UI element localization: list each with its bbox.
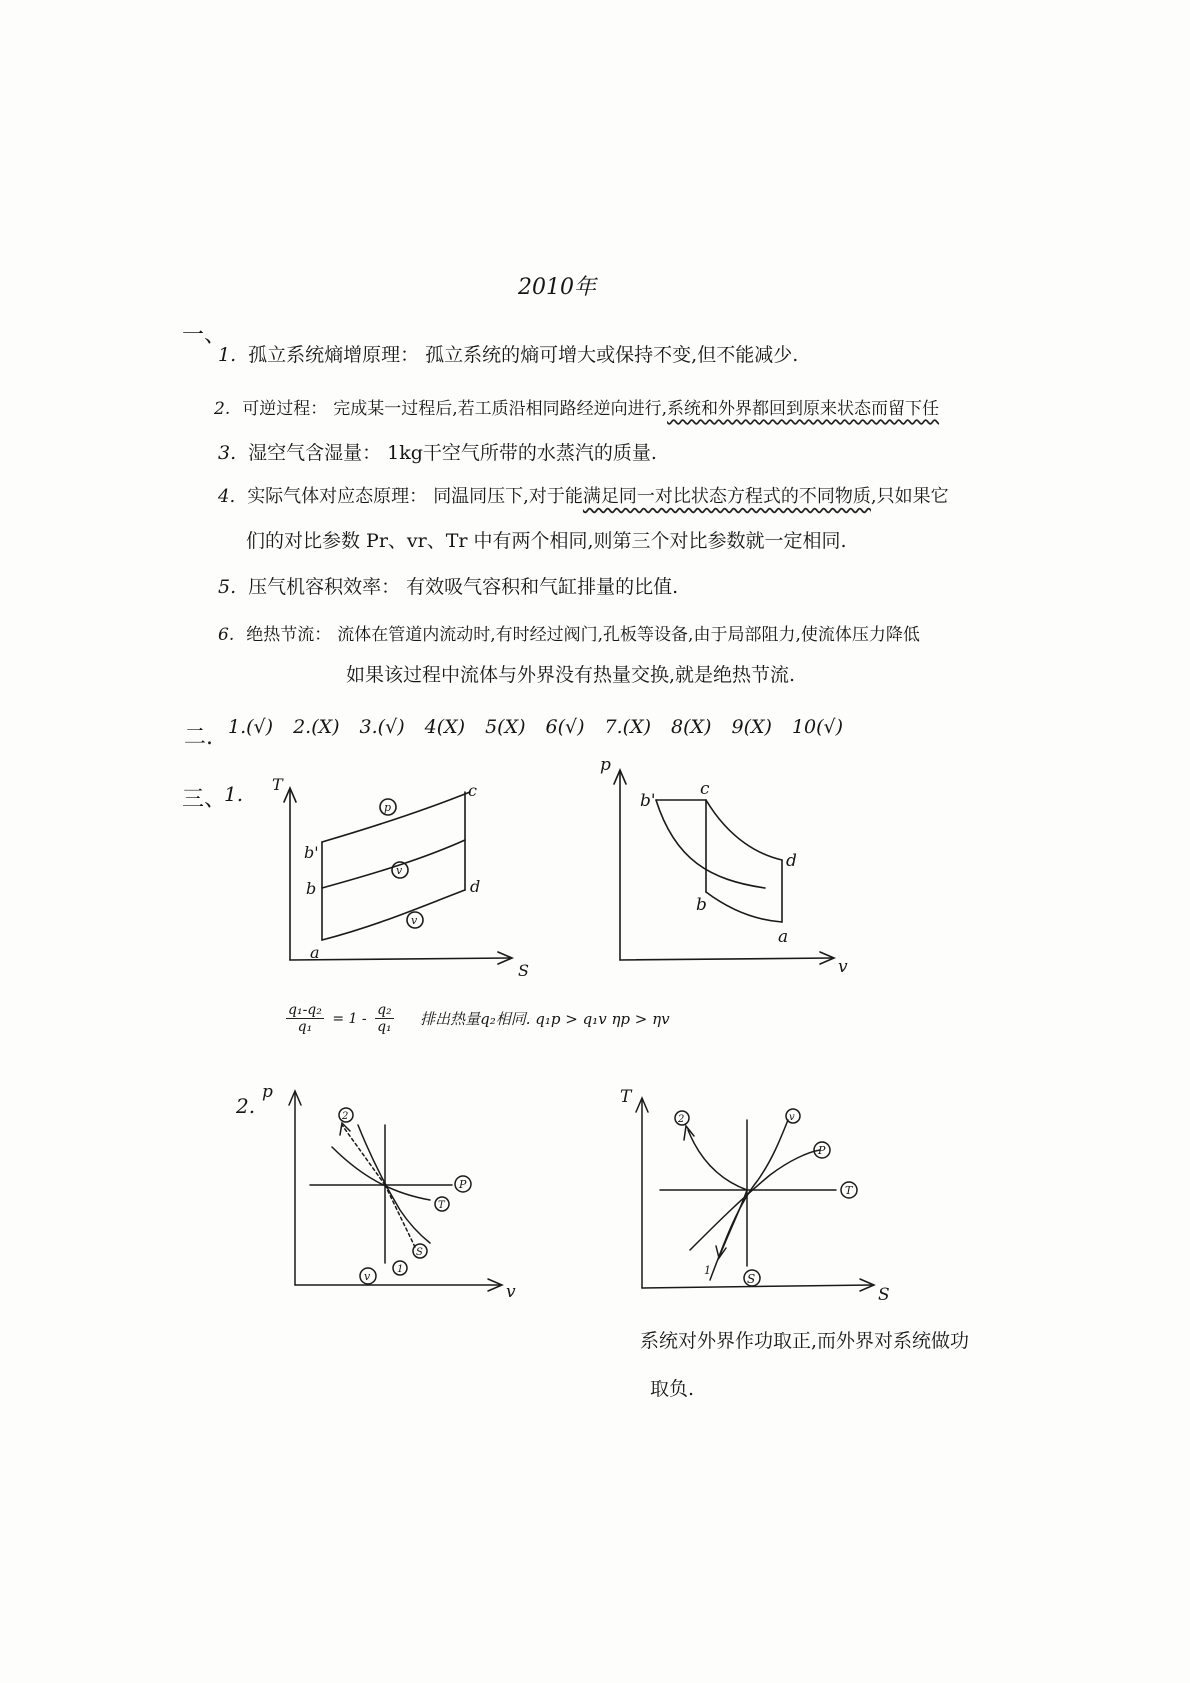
marker-v: v (789, 1112, 795, 1123)
isochore-lower (322, 890, 465, 940)
ts-diagram-q2 (620, 1080, 890, 1305)
marker-v: v (364, 1270, 371, 1283)
answer: 9(X) (731, 716, 772, 738)
marker-2: 2 (678, 1114, 685, 1125)
term: 压气机容积效率： (248, 576, 401, 598)
pv-diagram-q2 (262, 1082, 530, 1305)
point-label-c: c (468, 781, 477, 800)
point-label-d: d (470, 877, 481, 896)
v-axis (620, 958, 832, 960)
answer: 4(X) (424, 716, 466, 738)
point-label-b-prime: b' (640, 791, 656, 811)
isotherm (332, 1147, 430, 1200)
answer: 10(√) (791, 716, 844, 738)
marker-v: v (411, 914, 418, 927)
term: 实际气体对应态原理： (247, 486, 428, 507)
conclusion-line-2: 取负. (650, 1378, 695, 1400)
isochore-bc (322, 840, 465, 888)
answer: 5(X) (485, 716, 526, 738)
item-number: 1. (218, 344, 237, 366)
definition-text: 1kg干空气所带的水蒸汽的质量. (387, 442, 657, 464)
curve-bprime-d (656, 800, 765, 888)
marker-s: S (416, 1247, 423, 1258)
item-number: 4. (218, 486, 236, 507)
marker-v: v (396, 864, 403, 877)
question-2-label: 2. (236, 1094, 256, 1118)
definition-text: 完成某一过程后,若工质沿相同路经逆向进行, (333, 399, 668, 419)
pv-diagram-q1 (600, 755, 860, 980)
definition-text: ,只如果它 (870, 486, 949, 507)
point-label-a: a (778, 927, 789, 947)
term: 绝热节流： (246, 625, 332, 645)
t-axis-label: T (272, 775, 283, 794)
denominator: q₁ (377, 1019, 392, 1035)
isentrope (358, 1125, 430, 1243)
definition-6-continued: 如果该过程中流体与外界没有热量交换,就是绝热节流. (346, 664, 796, 686)
s-axis-label: S (878, 1285, 890, 1305)
v-axis-label: v (506, 1282, 516, 1302)
true-false-answers (228, 716, 863, 738)
conclusion-line-1: 系统对外界作功取正,而外界对系统做功 (640, 1330, 970, 1352)
equals-one-minus: = 1 - (332, 1010, 367, 1027)
p-axis-label: p (262, 1082, 273, 1102)
point-label-a: a (310, 943, 320, 962)
point-label-b: b (696, 895, 707, 915)
v-axis-label: v (838, 957, 848, 977)
s-axis-label: S (518, 961, 529, 980)
answer: 7.(X) (604, 716, 652, 738)
numerator: q₂ (377, 1002, 392, 1018)
definition-text: 孤立系统的熵可增大或保持不变,但不能减少. (425, 344, 799, 366)
process-1 (720, 1190, 747, 1255)
item-number: 6. (218, 625, 235, 645)
term: 湿空气含湿量： (248, 442, 382, 464)
item-number: 2. (214, 399, 231, 419)
definition-text: 同温同压下,对于能 (433, 486, 583, 507)
definition-1 (218, 340, 798, 367)
formula-comment: 排出热量q₂相同. q₁p > q₁v ηp > ηv (420, 1010, 670, 1028)
point-label-b-prime: b' (304, 843, 319, 862)
marker-2: 2 (342, 1111, 349, 1122)
answer: 3.(√) (359, 716, 405, 738)
t-axis-label: T (620, 1087, 632, 1107)
process-2 (688, 1130, 747, 1190)
marker-p: P (818, 1144, 826, 1157)
isochore-upper (322, 792, 470, 842)
s-axis (290, 958, 510, 960)
page-title: 2010年 (518, 275, 596, 300)
marker-s: S (747, 1272, 756, 1286)
numerator: q₁-q₂ (288, 1002, 322, 1018)
p-axis-label: p (600, 755, 611, 775)
item-number: 5. (218, 576, 237, 598)
term: 孤立系统熵增原理： (248, 344, 420, 366)
definition-6 (218, 620, 920, 645)
curve-b-a (706, 892, 782, 922)
marker-1: 1 (397, 1264, 404, 1275)
question-1-label: 1. (224, 782, 244, 806)
section-1-label: 一、 (182, 323, 227, 348)
denominator: q₁ (297, 1019, 313, 1035)
definition-text: 流体在管道内流动时,有时经过阀门,孔板等设备,由于局部阻力,使流体压力降低 (337, 625, 920, 645)
section-3-label: 三、 (182, 787, 227, 812)
marker-t: T (845, 1184, 853, 1197)
fraction-2 (375, 1002, 394, 1035)
answer: 1.(√) (228, 716, 274, 738)
marker-p: p (384, 801, 392, 814)
marker-p: P (459, 1178, 467, 1191)
ts-diagram-q1 (260, 775, 540, 980)
answer: 6(√) (545, 716, 585, 738)
curve-c-d (706, 800, 782, 860)
marker-1: 1 (704, 1264, 711, 1277)
process-1 (385, 1185, 415, 1247)
definition-text: 有效吸气容积和气缸排量的比值. (406, 576, 679, 598)
section-2-label: 二. (184, 725, 213, 750)
definition-4 (218, 482, 949, 508)
process-2 (342, 1125, 385, 1185)
definition-5 (218, 572, 678, 599)
marker-t: T (438, 1200, 445, 1211)
isochore (710, 1120, 788, 1280)
s-axis (642, 1285, 872, 1288)
definition-4-continued: 们的对比参数 Pr、vr、Tr 中有两个相同,则第三个对比参数就一定相同. (246, 530, 847, 552)
point-label-c: c (700, 779, 710, 799)
point-label-d: d (786, 851, 797, 871)
answer: 2.(X) (293, 716, 340, 738)
definition-text-underlined: 系统和外界都回到原来状态而留下任 (667, 399, 940, 419)
point-label-b: b (306, 879, 317, 898)
fraction-1 (286, 1002, 324, 1035)
definition-text-underlined: 满足同一对比状态方程式的不同物质 (582, 486, 871, 507)
answer: 8(X) (671, 716, 712, 738)
definition-2 (214, 394, 939, 419)
term: 可逆过程： (242, 399, 328, 419)
definition-3 (218, 438, 657, 465)
item-number: 3. (218, 442, 237, 464)
formula-q1 (286, 1002, 670, 1035)
